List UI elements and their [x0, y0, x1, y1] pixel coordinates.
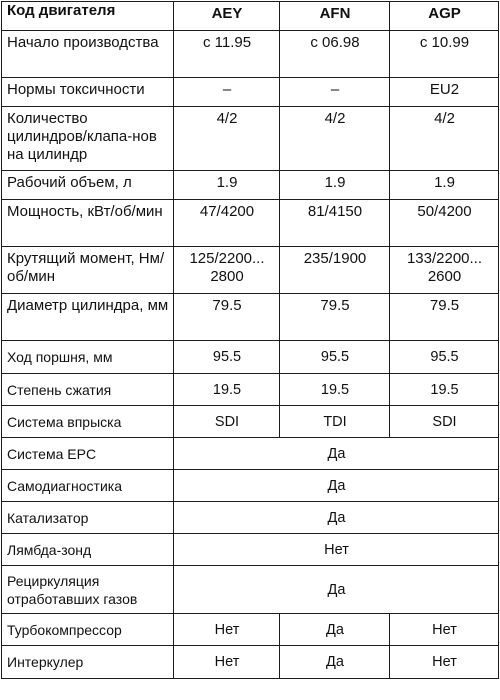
cell-value: Да — [280, 646, 390, 679]
cell-value: 125/2200... 2800 — [174, 247, 280, 294]
cell-value: 1.9 — [390, 171, 499, 200]
row-label: Мощность, кВт/об/мин — [2, 200, 174, 247]
row-label: Система впрыска — [2, 406, 174, 438]
cell-value: 95.5 — [390, 341, 499, 374]
cell-value: 4/2 — [280, 107, 390, 171]
table-row — [2, 614, 499, 646]
row-label: Рабочий объем, л — [2, 171, 174, 200]
cell-value: TDI — [280, 406, 390, 438]
table-row — [2, 294, 499, 341]
cell-value: 79.5 — [174, 294, 280, 341]
merged-value: Нет — [174, 534, 499, 566]
row-label: Ход поршня, мм — [2, 341, 174, 374]
cell-value: – — [174, 78, 280, 107]
row-label: Самодиагностика — [2, 470, 174, 502]
table-row — [2, 566, 499, 614]
table-row — [2, 534, 499, 566]
table-row — [2, 171, 499, 200]
row-label: Система EPC — [2, 438, 174, 470]
engine-code: AGP — [390, 2, 499, 31]
table-row — [2, 646, 499, 679]
cell-value: 4/2 — [174, 107, 280, 171]
table-row — [2, 406, 499, 438]
cell-value: EU2 — [390, 78, 499, 107]
table-row — [2, 78, 499, 107]
row-label: Количество цилиндров/клапа-нов на цилиндр — [2, 107, 174, 171]
cell-value: Нет — [390, 646, 499, 679]
row-label: Интеркулер — [2, 646, 174, 679]
cell-value: с 06.98 — [280, 31, 390, 78]
cell-value: с 10.99 — [390, 31, 499, 78]
table-row — [2, 502, 499, 534]
header-label: Код двигателя — [2, 2, 174, 31]
table-row — [2, 31, 499, 78]
row-label: Лямбда-зонд — [2, 534, 174, 566]
cell-value: Да — [280, 614, 390, 646]
cell-value: 95.5 — [280, 341, 390, 374]
cell-value: 1.9 — [174, 171, 280, 200]
cell-value: 50/4200 — [390, 200, 499, 247]
cell-value: 95.5 — [174, 341, 280, 374]
table-row — [2, 438, 499, 470]
cell-value: Нет — [174, 646, 280, 679]
table-row — [2, 341, 499, 374]
merged-value: Да — [174, 438, 499, 470]
engine-code: AEY — [174, 2, 280, 31]
cell-value: – — [280, 78, 390, 107]
cell-value: 4/2 — [390, 107, 499, 171]
cell-value: с 11.95 — [174, 31, 280, 78]
cell-value: 79.5 — [280, 294, 390, 341]
engine-code: AFN — [280, 2, 390, 31]
row-label: Крутящий момент, Нм/об/мин — [2, 247, 174, 294]
cell-value: 133/2200... 2600 — [390, 247, 499, 294]
merged-value: Да — [174, 470, 499, 502]
table-row — [2, 107, 499, 171]
row-label: Степень сжатия — [2, 374, 174, 406]
cell-value: 19.5 — [390, 374, 499, 406]
row-label: Катализатор — [2, 502, 174, 534]
cell-value: SDI — [174, 406, 280, 438]
table-row — [2, 374, 499, 406]
row-label: Начало производства — [2, 31, 174, 78]
cell-value: 79.5 — [390, 294, 499, 341]
cell-value: Нет — [390, 614, 499, 646]
row-label: Нормы токсичности — [2, 78, 174, 107]
row-label: Рециркуляция отработавших газов — [2, 566, 174, 614]
cell-value: SDI — [390, 406, 499, 438]
merged-value: Да — [174, 566, 499, 614]
row-label: Турбокомпрессор — [2, 614, 174, 646]
table-row — [2, 470, 499, 502]
table-row — [2, 247, 499, 294]
table-row — [2, 200, 499, 247]
cell-value: 19.5 — [174, 374, 280, 406]
cell-value: 81/4150 — [280, 200, 390, 247]
cell-value: 19.5 — [280, 374, 390, 406]
header-row — [2, 2, 499, 31]
cell-value: 235/1900 — [280, 247, 390, 294]
cell-value: Нет — [174, 614, 280, 646]
cell-value: 47/4200 — [174, 200, 280, 247]
merged-value: Да — [174, 502, 499, 534]
row-label: Диаметр цилиндра, мм — [2, 294, 174, 341]
cell-value: 1.9 — [280, 171, 390, 200]
engine-spec-table — [1, 1, 499, 679]
